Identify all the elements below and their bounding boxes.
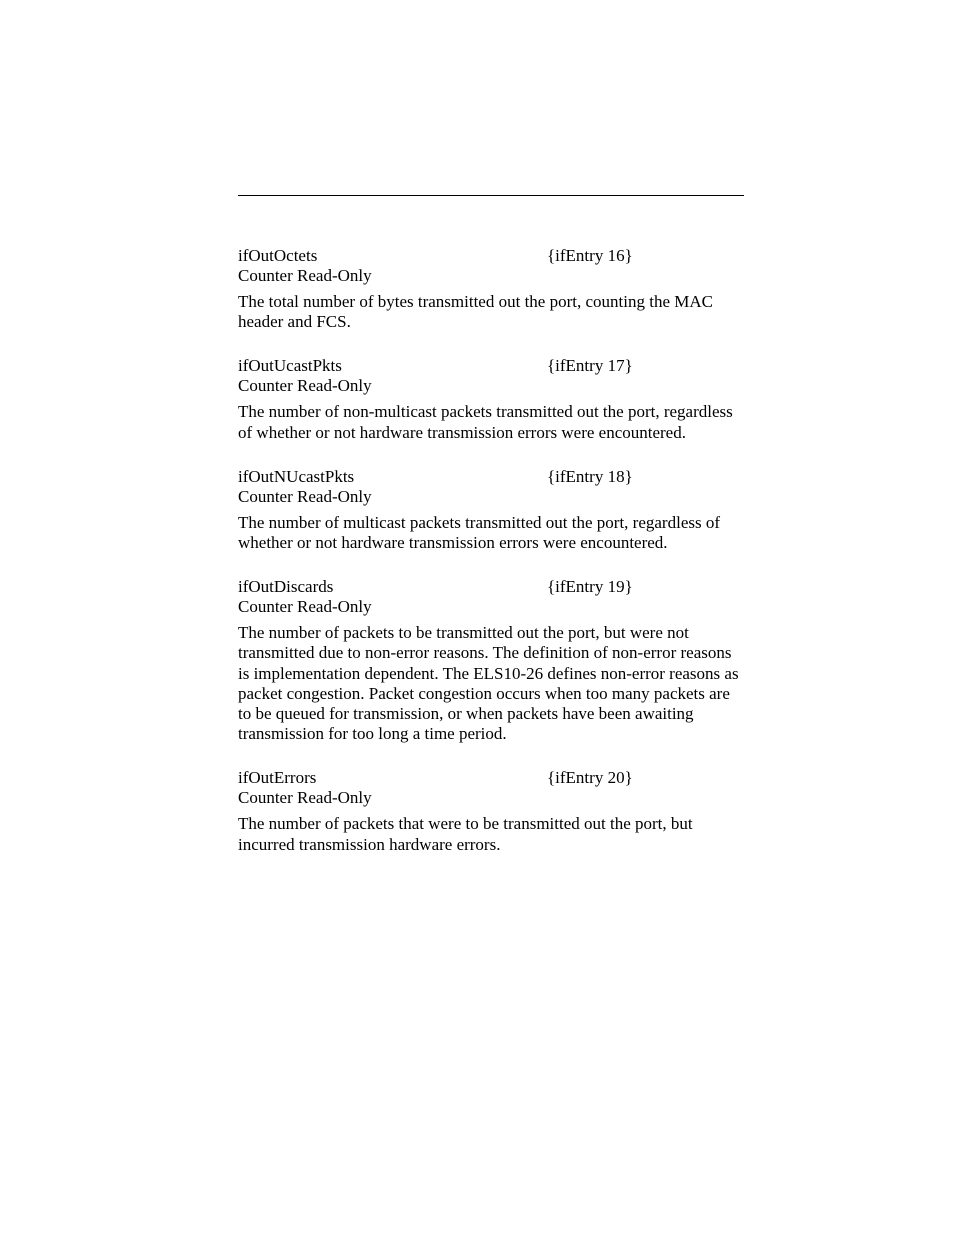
object-name: ifOutDiscards — [238, 577, 334, 597]
mib-entry-ifoutoctets — [238, 246, 744, 332]
object-access: Counter Read-Only — [238, 788, 372, 808]
mib-entry-ifoutnucastpkts — [238, 467, 744, 553]
object-access: Counter Read-Only — [238, 597, 372, 617]
object-access: Counter Read-Only — [238, 266, 372, 285]
mib-entry-ifoutdiscards — [238, 577, 744, 744]
mib-entry-ifouterrors — [238, 768, 744, 854]
object-description: The number of non-multicast packets transmitted out the port, regardless of whether or not hardware transmission errors were encountered. — [238, 402, 733, 442]
header-rule — [238, 195, 744, 196]
object-access: Counter Read-Only — [238, 376, 372, 396]
object-description: The total number of bytes transmitted out the port, counting the MAC header and FCS. — [238, 292, 713, 332]
entry-heading — [238, 467, 744, 487]
object-description: The number of packets that were to be transmitted out the port, but incurred transmission hardware errors. — [238, 814, 693, 854]
object-identifier: {ifEntry 19} — [547, 577, 633, 597]
object-identifier: {ifEntry 16} — [547, 246, 633, 265]
entry-heading — [238, 246, 744, 266]
entry-heading — [238, 768, 744, 788]
mib-object-list — [238, 246, 744, 879]
object-name: ifOutOctets — [238, 246, 318, 265]
object-identifier: {ifEntry 20} — [547, 768, 633, 788]
object-name: ifOutNUcastPkts — [238, 466, 355, 486]
mib-entry-ifoutucastpkts — [238, 356, 744, 442]
object-identifier: {ifEntry 18} — [547, 466, 633, 486]
object-name: ifOutErrors — [238, 768, 317, 788]
entry-heading — [238, 356, 744, 376]
object-access: Counter Read-Only — [238, 486, 372, 506]
object-name: ifOutUcastPkts — [238, 356, 342, 376]
object-description: The number of packets to be transmitted out the port, but were not transmitted due to non-error reasons. The definition of non-error reasons is implementation dependent. The ELS10-26 defines non-error reasons as packet congestion. Packet congestion occurs when too many packets are to be queued for transmission, or when packets have been awaiting transmission for too long a time period. — [238, 623, 739, 744]
object-identifier: {ifEntry 17} — [547, 356, 633, 376]
entry-heading — [238, 577, 744, 597]
object-description: The number of multicast packets transmitted out the port, regardless of whether or not hardware transmission errors were encountered. — [238, 512, 721, 553]
